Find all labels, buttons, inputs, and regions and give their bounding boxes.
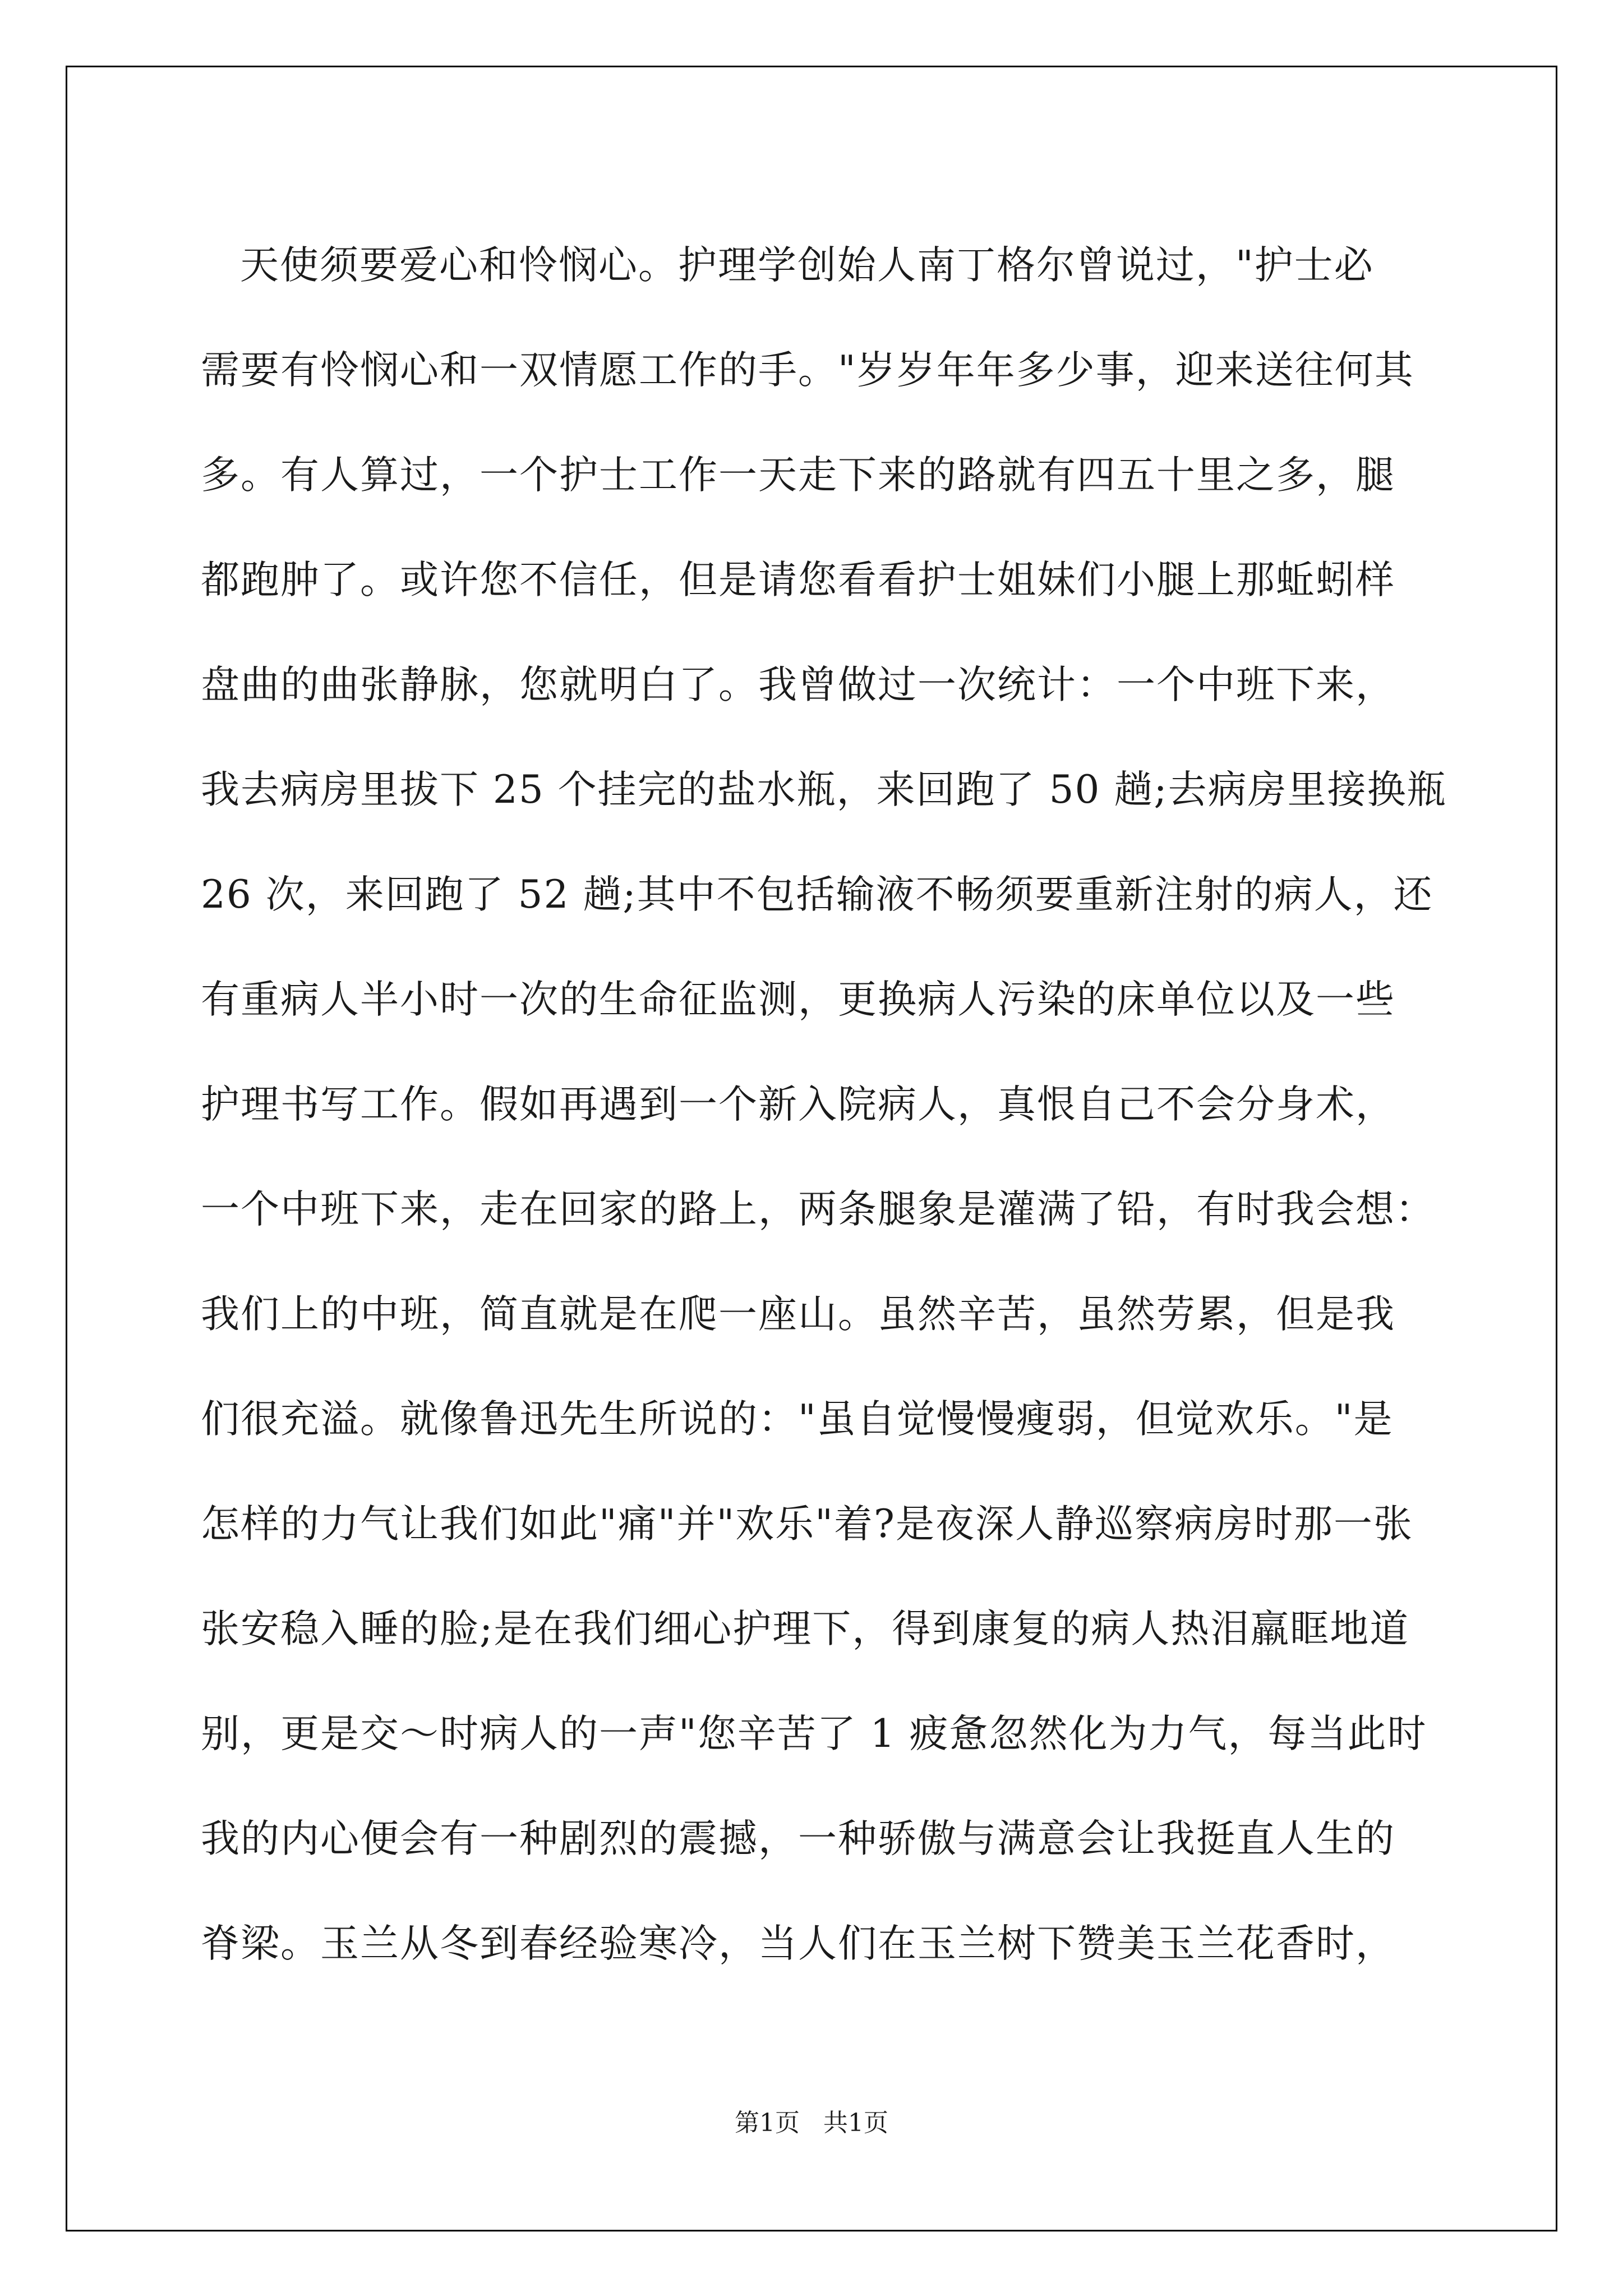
text-line: 脊梁。玉兰从冬到春经验寒冷，当人们在玉兰树下赞美玉兰花香时， — [201, 1921, 1395, 1966]
text-line: 我的内心便会有一种剧烈的震撼，一种骄傲与满意会让我挺直人生的 — [201, 1816, 1395, 1861]
text-line: 都跑肿了。或许您不信任，但是请您看看护士姐妹们小腿上那蚯蚓样 — [201, 558, 1395, 602]
text-line: 我们上的中班，简直就是在爬一座山。虽然辛苦，虽然劳累，但是我 — [201, 1292, 1395, 1337]
page-number-footer: 第1页 共1页 — [735, 2109, 888, 2137]
text-line: 天使须要爱心和怜悯心。护理学创始人南丁格尔曾说过，"护士必 — [240, 243, 1374, 288]
text-line: 们很充溢。就像鲁迅先生所说的："虽自觉慢慢瘦弱，但觉欢乐。"是 — [201, 1397, 1394, 1442]
text-line: 盘曲的曲张静脉，您就明白了。我曾做过一次统计：一个中班下来， — [201, 662, 1395, 707]
text-line: 26 次，来回跑了 52 趟;其中不包括输液不畅须要重新注射的病人，还 — [201, 872, 1433, 917]
body-paragraph — [201, 213, 1447, 1996]
text-line: 别，更是交～时病人的一声"您辛苦了 1 疲惫忽然化为力气，每当此时 — [201, 1711, 1427, 1756]
text-line: 怎样的力气让我们如此"痛"并"欢乐"着?是夜深人静巡察病房时那一张 — [201, 1502, 1413, 1547]
text-line: 我去病房里拔下 25 个挂完的盐水瓶，来回跑了 50 趟;去病房里接换瓶 — [201, 767, 1447, 812]
text-line: 护理书写工作。假如再遇到一个新入院病人，真恨自己不会分身术， — [201, 1082, 1395, 1127]
text-line: 有重病人半小时一次的生命征监测，更换病人污染的床单位以及一些 — [201, 977, 1395, 1022]
text-line: 需要有怜悯心和一双情愿工作的手。"岁岁年年多少事，迎来送往何其 — [201, 348, 1414, 393]
text-line: 一个中班下来，走在回家的路上，两条腿象是灌满了铅，有时我会想： — [201, 1187, 1435, 1232]
text-line: 张安稳入睡的脸;是在我们细心护理下，得到康复的病人热泪羸眶地道 — [201, 1607, 1410, 1651]
text-line: 多。有人算过，一个护士工作一天走下来的路就有四五十里之多，腿 — [201, 453, 1395, 498]
